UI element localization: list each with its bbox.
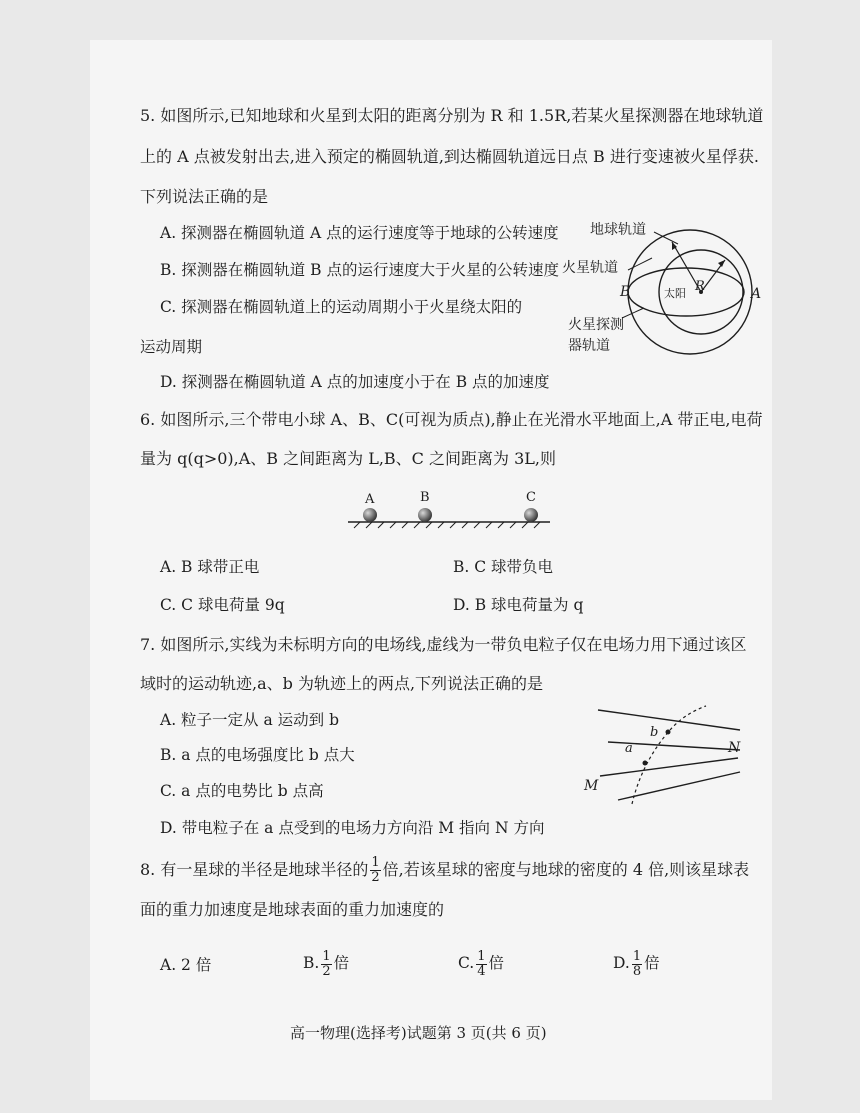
q7-line2: 域时的运动轨迹,a、b 为轨迹上的两点,下列说法正确的是 — [140, 674, 544, 693]
q5-option-a: A. 探测器在椭圆轨道 A 点的运行速度等于地球的公转速度 — [160, 224, 559, 242]
point-a-dot — [643, 761, 648, 766]
q7-line1: 7. 如图所示,实线为未标明方向的电场线,虚线为一带负电粒子仅在电场力用下通过该区 — [140, 635, 747, 654]
mars-orbit-label: 火星轨道 — [562, 260, 618, 276]
ball-c — [524, 508, 538, 522]
q8-option-d: D. $\frac{1}{8}$ 倍 — [613, 948, 660, 979]
ball-b-label: B — [420, 490, 430, 505]
q8-option-c: C. $\frac{1}{4}$ 倍 — [458, 948, 505, 979]
mars-orbit-pointer — [628, 258, 652, 270]
q5-option-c-line1: C. 探测器在椭圆轨道上的运动周期小于火星绕太阳的 — [160, 298, 523, 316]
q5-option-c-line2: 运动周期 — [140, 338, 203, 356]
q5-line3: 下列说法正确的是 — [140, 187, 269, 206]
q6-line1: 6. 如图所示,三个带电小球 A、B、C(可视为质点),静止在光滑水平地面上,A 带正电,电荷 — [140, 410, 763, 429]
point-b-label: B — [620, 284, 631, 300]
q7-option-b: B. a 点的电场强度比 b 点大 — [160, 746, 355, 764]
q6-option-b: B. C 球带负电 — [453, 558, 554, 576]
q5-option-d: D. 探测器在椭圆轨道 A 点的加速度小于在 B 点的加速度 — [160, 373, 550, 391]
probe-orbit-label-1: 火星探测 — [568, 317, 624, 333]
page-footer: 高一物理(选择考)试题第 3 页(共 6 页) — [290, 1024, 547, 1042]
q8-line1 — [140, 852, 749, 888]
field-line-1 — [598, 710, 740, 730]
point-n-text: N — [728, 740, 741, 756]
q6-line2: 量为 q(q>0),A、B 之间距离为 L,B、C 之间距离为 3L,则 — [140, 449, 556, 468]
ground-hatching — [354, 522, 540, 528]
field-line-4 — [618, 772, 740, 800]
point-a-text: a — [625, 741, 633, 756]
q6-option-d: D. B 球电荷量为 q — [453, 596, 584, 614]
q5-line2: 上的 A 点被发射出去,进入预定的椭圆轨道,到达椭圆轨道远日点 B 进行变速被火星俘获. — [140, 147, 759, 166]
q7-option-d: D. 带电粒子在 a 点受到的电场力方向沿 M 指向 N 方向 — [160, 819, 545, 837]
q8-line2: 面的重力加速度是地球表面的重力加速度的 — [140, 900, 445, 919]
sun-label: 太阳 — [664, 287, 686, 300]
point-b-text: b — [650, 725, 659, 740]
q8-option-a: A. 2 倍 — [160, 956, 212, 974]
q5-line1: 5. 如图所示,已知地球和火星到太阳的距离分别为 R 和 1.5R,若某火星探测器在地球轨道 — [140, 106, 764, 125]
q5-option-b: B. 探测器在椭圆轨道 B 点的运行速度大于火星的公转速度 — [160, 261, 559, 279]
three-balls-diagram — [340, 484, 560, 534]
point-m-text: M — [584, 778, 599, 794]
q7-option-c: C. a 点的电势比 b 点高 — [160, 782, 324, 800]
earth-orbit-label: 地球轨道 — [590, 222, 646, 238]
earth-orbit-pointer — [654, 232, 678, 244]
field-line-3 — [600, 758, 738, 776]
radius-arrow — [718, 260, 725, 267]
point-a-label: A — [751, 286, 762, 302]
q8-half-fraction: $\frac{1}{2}$ — [371, 855, 380, 885]
ball-a — [363, 508, 377, 522]
orbit-diagram — [560, 212, 760, 372]
ball-a-label: A — [365, 492, 375, 507]
q6-option-c: C. C 球电荷量 9q — [160, 596, 285, 614]
q8-line1-post: 倍,若该星球的密度与地球的密度的 4 倍,则该星球表 — [382, 860, 750, 879]
q8-option-b: B. $\frac{1}{2}$ 倍 — [303, 948, 350, 979]
mars-orbit-circle — [628, 230, 752, 354]
field-lines-diagram — [580, 700, 760, 810]
radius-label: R — [695, 279, 705, 294]
point-b-dot — [666, 730, 671, 735]
q6-option-a: A. B 球带正电 — [160, 558, 260, 576]
ball-c-label: C — [526, 490, 536, 505]
probe-orbit-label-2: 器轨道 — [568, 338, 610, 354]
q8-line1-pre: 8. 有一星球的半径是地球半径的 — [140, 860, 369, 879]
ball-b — [418, 508, 432, 522]
q7-option-a: A. 粒子一定从 a 运动到 b — [160, 711, 339, 729]
probe-elliptical-orbit — [628, 268, 744, 316]
